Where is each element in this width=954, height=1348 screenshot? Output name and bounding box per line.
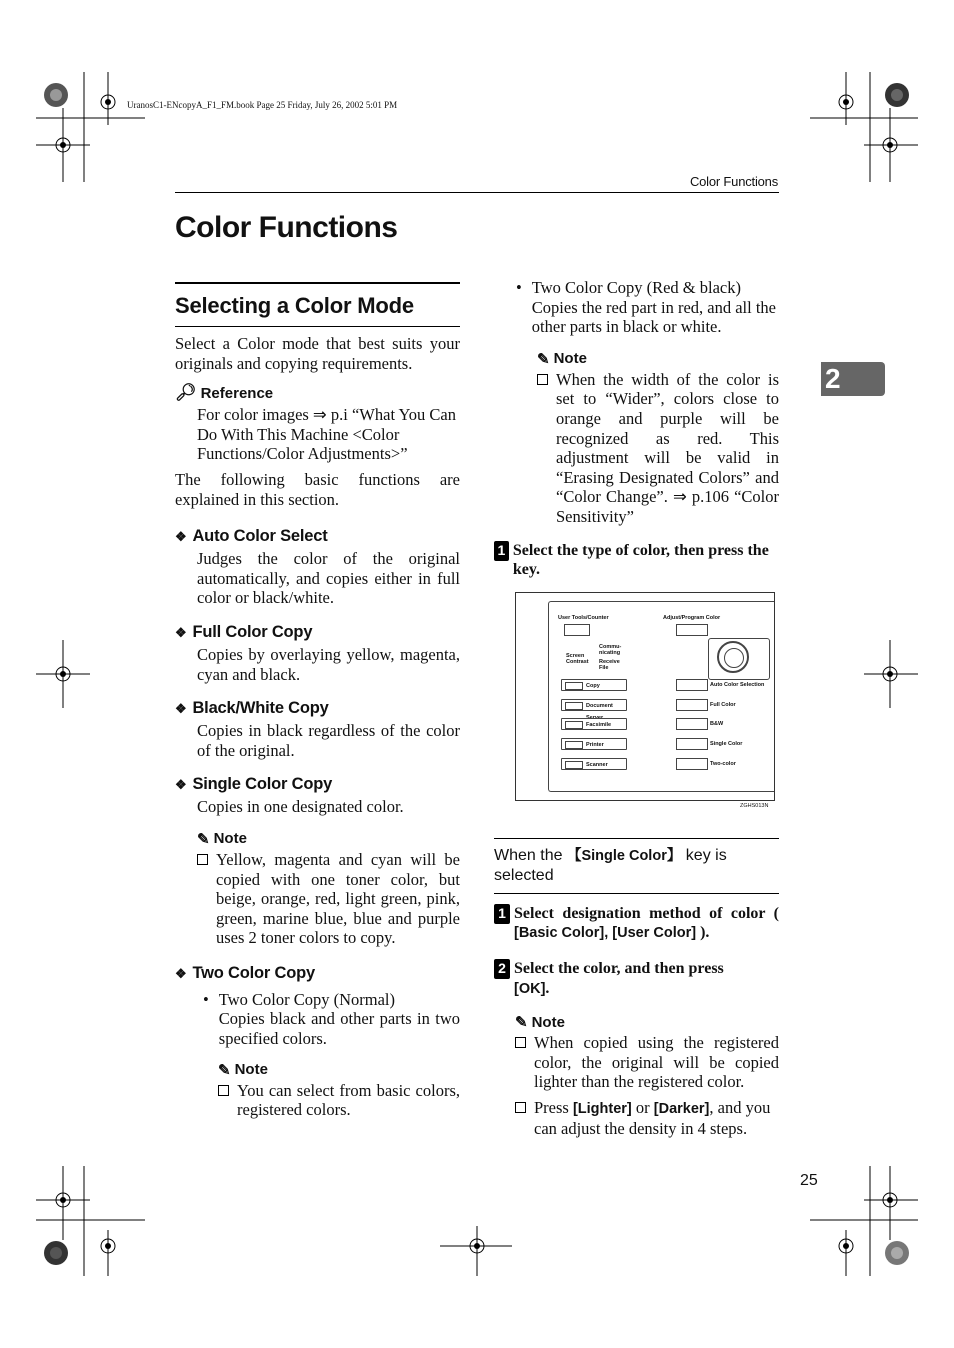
- panel-label: B&W: [710, 720, 724, 727]
- section-rule-bottom: [175, 326, 460, 327]
- pencil-icon: ✎: [537, 350, 550, 368]
- function-text: Copies in black regardless of the color of the original.: [197, 721, 460, 760]
- bullet-dot: •: [516, 278, 522, 297]
- note-item: When copied using the registered color, the original will be copied lighter than the registered color.: [515, 1033, 779, 1092]
- step-text: Select the type of color, then press the key.: [512, 541, 769, 579]
- control-panel-illustration: [515, 592, 775, 801]
- single-color-key[interactable]: [676, 738, 708, 750]
- function-title: ❖ Auto Color Select: [175, 527, 328, 546]
- sub-step-2: 2 Select the color, and then press [OK].: [494, 959, 779, 999]
- checkbox-icon: [515, 1037, 526, 1048]
- diamond-icon: ❖: [175, 777, 187, 793]
- facsimile-key[interactable]: Facsimile: [561, 718, 627, 730]
- adjust-key[interactable]: [676, 624, 708, 636]
- panel-label: Two-color: [710, 760, 736, 767]
- diamond-icon: ❖: [175, 965, 187, 981]
- print-header: UranosC1-ENcopyA_F1_FM.book Page 25 Friday, July 26, 2002 5:01 PM: [127, 100, 398, 110]
- printer-key[interactable]: Printer: [561, 738, 627, 750]
- subsection-heading: When the 【Single Color】 key is selected: [494, 846, 727, 884]
- panel-label: Adjust/Program Color: [663, 614, 721, 621]
- step-number: 2: [494, 959, 510, 979]
- note-head: ✎ Note: [197, 830, 247, 848]
- magnifier-icon: 🔎︎: [175, 383, 197, 403]
- function-text: Judges the color of the original automatically, and copies either in full color or black/white.: [197, 549, 460, 608]
- copy-key[interactable]: Copy: [561, 679, 627, 691]
- subsection-rule-top: [494, 838, 779, 839]
- checkbox-icon: [197, 854, 208, 865]
- function-title: ❖ Black/White Copy: [175, 699, 329, 718]
- checkbox-icon: [218, 1085, 229, 1096]
- bullet-dot: •: [203, 989, 209, 1009]
- bullet-item: • Two Color Copy (Normal) Copies black and other parts in two specified colors.: [203, 989, 460, 1049]
- diamond-icon: ❖: [175, 624, 187, 640]
- header-rule: [175, 192, 779, 193]
- panel-label: Screen Contrast: [566, 652, 589, 665]
- note-item: Press [Lighter] or [Darker], and you can adjust the density in 4 steps.: [515, 1098, 779, 1139]
- checkbox-icon: [515, 1102, 526, 1113]
- scanner-key[interactable]: Scanner: [561, 758, 627, 770]
- function-text: Copies in one designated color.: [197, 797, 404, 817]
- note-head: ✎ Note: [218, 1061, 268, 1079]
- reference-text: For color images ⇒ p.i “What You Can Do With This Machine <Color Functions/Color Adjustments>”: [197, 405, 457, 464]
- full-color-key[interactable]: [676, 699, 708, 711]
- bullet-item: • Two Color Copy (Red & black) Copies the red part in red, and all the other parts in black or white.: [516, 278, 776, 337]
- chapter-tab: [821, 362, 885, 396]
- note-item: You can select from basic colors, registered colors.: [218, 1081, 460, 1120]
- reference-label: Reference: [200, 384, 274, 402]
- intro-text: Select a Color mode that best suits your originals and copying requirements.: [175, 334, 460, 373]
- left-column: [175, 282, 460, 1120]
- function-text: Copies by overlaying yellow, magenta, cyan and black.: [197, 644, 460, 684]
- step-number: 1: [494, 541, 509, 561]
- auto-color-key[interactable]: [676, 679, 708, 691]
- bw-key[interactable]: [676, 718, 708, 730]
- step-1: [494, 541, 779, 580]
- panel-label: Single Color: [710, 740, 743, 747]
- two-color-key[interactable]: [676, 758, 708, 770]
- panel-label: Auto Color Selection: [710, 681, 765, 688]
- panel-label: Commu-nicating: [599, 643, 622, 656]
- page-title: Color Functions: [175, 211, 398, 244]
- running-head: Color Functions: [689, 174, 778, 189]
- sub-step-1: 1 Select designation method of color ( [Basic Color], [User Color] ).: [494, 904, 779, 944]
- function-title: ❖ Two Color Copy: [175, 963, 315, 982]
- checkbox-icon: [537, 374, 548, 385]
- pencil-icon: ✎: [197, 830, 210, 848]
- chapter-number: 2: [825, 363, 841, 394]
- right-column: [494, 278, 779, 1139]
- pencil-icon: ✎: [515, 1014, 528, 1032]
- start-key[interactable]: [717, 641, 749, 673]
- note-item: When the width of the color is set to “Wider”, colors close to orange and purple will be recognized as red. This adjustment will be valid in “Erasing Designated Colors” and “Color Change”. ⇒ p.106 “Color Sensitivity”: [537, 370, 779, 527]
- note-head: ✎ Note: [537, 350, 587, 368]
- section-heading: Selecting a Color Mode: [175, 293, 414, 318]
- note-head: ✎ Note: [515, 1013, 565, 1032]
- reference-head: [175, 383, 460, 403]
- panel-label: Receive File: [599, 658, 620, 671]
- function-title: ❖ Single Color Copy: [175, 775, 333, 794]
- user-tools-key[interactable]: [564, 624, 590, 636]
- document-server-key[interactable]: Document Server: [561, 699, 627, 711]
- section-rule-top: [175, 282, 460, 284]
- page-number: 25: [800, 1172, 818, 1189]
- diamond-icon: ❖: [175, 701, 187, 717]
- subsection-rule-bottom: [494, 893, 779, 894]
- panel-label: User Tools/Counter: [558, 614, 609, 621]
- figure-code: ZGHS013N: [740, 802, 769, 809]
- pencil-icon: ✎: [218, 1061, 231, 1079]
- diamond-icon: ❖: [175, 529, 187, 545]
- step-number: 1: [494, 904, 510, 924]
- panel-label: Full Color: [710, 701, 736, 708]
- note-item: Yellow, magenta and cyan will be copied with one toner color, but beige, orange, red, light green, pink, green, marine blue, blue and purple uses 2 toner colors to copy.: [197, 850, 460, 948]
- basic-functions-text: The following basic functions are explained in this section.: [175, 469, 460, 509]
- function-title: ❖ Full Color Copy: [175, 622, 313, 641]
